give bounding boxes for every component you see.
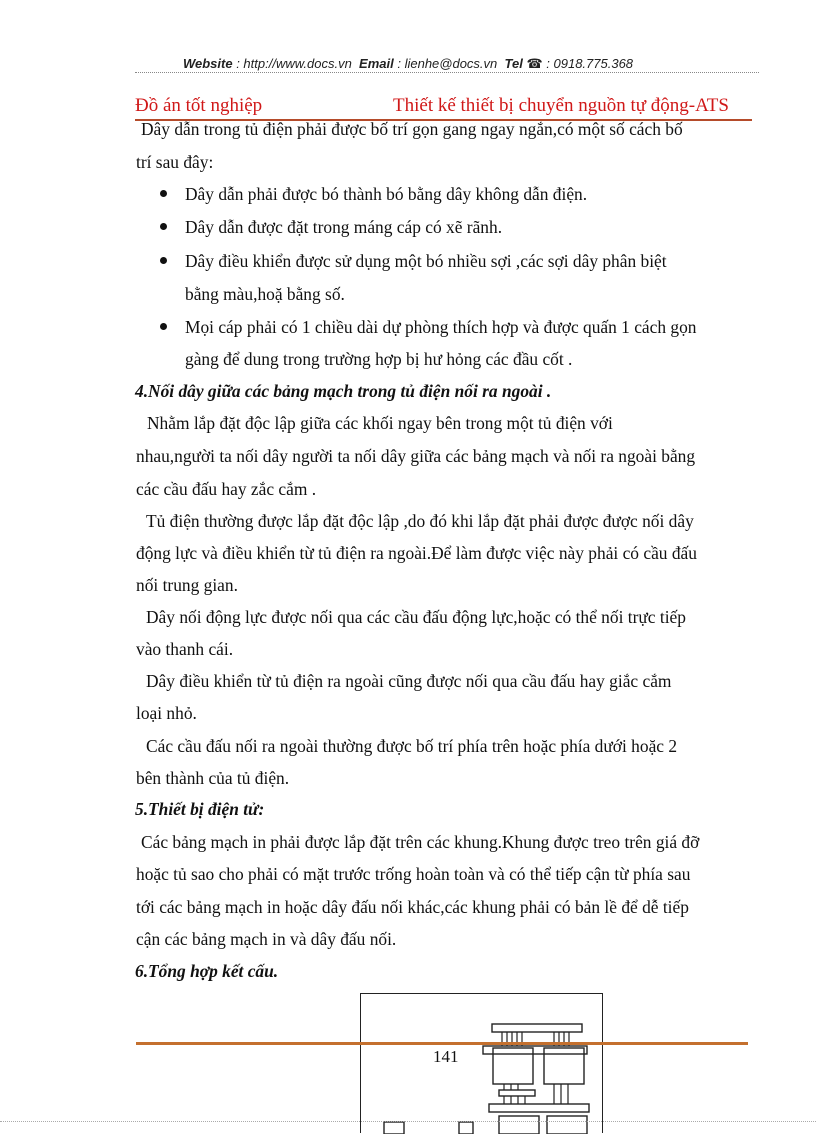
- relay-block: [547, 1116, 587, 1134]
- document-type: Đồ án tốt nghiệp: [135, 95, 263, 116]
- email-label: Email: [359, 56, 394, 71]
- paragraph-line: động lực và điều khiển từ tủ điện ra ngoài.Để làm được việc này phải có cầu đấu: [136, 543, 697, 563]
- section-heading-4: 4.Nối dây giữa các bảng mạch trong tủ điện nối ra ngoài .: [135, 381, 552, 401]
- section-heading-5: 5.Thiết bị điện tử:: [135, 799, 265, 819]
- list-item: Mọi cáp phải có 1 chiều dài dự phòng thích hợp và được quấn 1 cách gọn: [185, 317, 697, 337]
- paragraph-line: loại nhỏ.: [136, 703, 197, 723]
- cabinet-structure-diagram: [360, 993, 603, 1133]
- paragraph-line: Các cầu đấu nối ra ngoài thường được bố trí phía trên hoặc phía dưới hoặc 2: [146, 736, 678, 756]
- terminal-strip: [489, 1104, 589, 1112]
- paragraph-line: hoặc tủ sao cho phải có mặt trước trống hoàn toàn và có thể tiếp cận từ phía sau: [136, 864, 691, 884]
- paragraph-line: Các bảng mạch in phải được lắp đặt trên các khung.Khung được treo trên giá đỡ: [141, 832, 700, 852]
- paragraph-line: bên thành của tủ điện.: [136, 768, 290, 788]
- footer-divider: [136, 1042, 748, 1045]
- paragraph-line: nối trung gian.: [136, 575, 238, 595]
- list-item-continuation: bằng màu,hoặ bằng số.: [185, 284, 345, 304]
- component-block: [459, 1122, 473, 1134]
- list-item: Dây điều khiển được sử dụng một bó nhiều sợi ,các sợi dây phân biệt: [185, 251, 667, 271]
- bullet-icon: [160, 223, 167, 230]
- page-number: 141: [433, 1047, 459, 1066]
- website-label: Website: [182, 56, 233, 71]
- email-value[interactable]: : lienhe@docs.vn: [397, 56, 498, 71]
- tel-label: Tel: [504, 56, 523, 71]
- list-item-continuation: gàng để dung trong trường hợp bị hư hỏng các đầu cốt .: [185, 349, 573, 369]
- list-item: Dây dẫn được đặt trong máng cáp có xẽ rãnh.: [185, 217, 503, 237]
- paragraph-line: Dây dẫn trong tủ điện phải được bố trí gọn gang ngay ngắn,có một số cách bố: [141, 119, 683, 139]
- bullet-icon: [160, 323, 167, 330]
- website-header: [0, 56, 816, 72]
- paragraph-line: Dây điều khiển từ tủ điện ra ngoài cũng được nối qua cầu đấu hay giắc cắm: [146, 671, 672, 691]
- paragraph-line: trí sau đây:: [136, 152, 214, 172]
- terminal-strip: [499, 1090, 535, 1096]
- paragraph-line: nhau,người ta nối dây người ta nối dây giữa các bảng mạch và nối ra ngoài bằng: [136, 446, 696, 466]
- paragraph-line: Nhằm lắp đặt độc lập giữa các khối ngay bên trong một tủ điện với: [147, 413, 613, 433]
- section-heading-6: 6.Tổng hợp kết cấu.: [135, 961, 279, 981]
- phone-icon: ☎: [526, 56, 543, 71]
- website-url[interactable]: : http://www.docs.vn: [236, 56, 352, 71]
- bullet-icon: [160, 190, 167, 197]
- list-item: Dây dẫn phải được bó thành bó bằng dây không dẫn điện.: [185, 184, 588, 204]
- bullet-icon: [160, 257, 167, 264]
- paragraph-line: các cầu đấu hay zắc cắm .: [136, 479, 317, 499]
- document-title: Thiết kế thiết bị chuyển nguồn tự động-ATS: [393, 95, 729, 116]
- paragraph-line: Dây nối động lực được nối qua các cầu đấu động lực,hoặc có thể nối trực tiếp: [146, 607, 686, 627]
- relay-block: [499, 1116, 539, 1134]
- paragraph-line: vào thanh cái.: [136, 639, 234, 659]
- tel-value: : 0918.775.368: [546, 56, 634, 71]
- diagram-drawing: [361, 994, 604, 1134]
- terminal-strip: [492, 1024, 582, 1032]
- page-bottom-divider: [0, 1121, 816, 1122]
- paragraph-line: tới các bảng mạch in hoặc dây đấu nối khác,các khung phải có bản lề để dễ tiếp: [136, 897, 689, 917]
- header-divider: [135, 72, 759, 73]
- paragraph-line: Tủ điện thường được lắp đặt độc lập ,do đó khi lắp đặt phải được được nối dây: [146, 511, 694, 531]
- component-block: [384, 1122, 404, 1134]
- terminal-strip: [483, 1046, 587, 1054]
- paragraph-line: cận các bảng mạch in và dây đấu nối.: [136, 929, 397, 949]
